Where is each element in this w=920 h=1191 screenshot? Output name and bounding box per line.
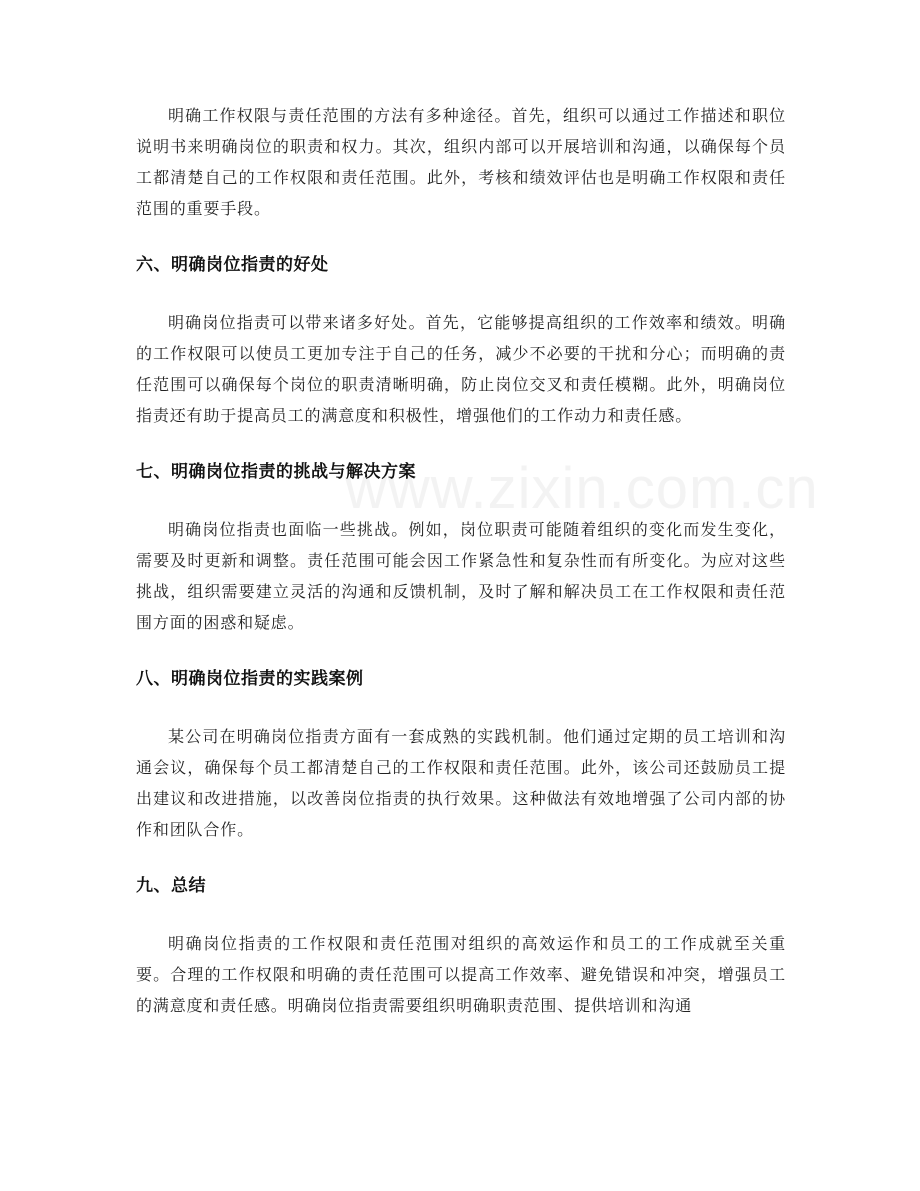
section-heading-7: 七、明确岗位指责的挑战与解决方案 [136, 462, 416, 482]
section-paragraph-9: 明确岗位指责的工作权限和责任范围对组织的高效运作和员工的工作成就至关重要。合理的工作权限和明确的责任范围可以提高工作效率、避免错误和冲突，增强员工的满意度和责任感。明确岗位指责需要组织明确职责范围、提供培训和沟通 [136, 934, 786, 1015]
section-heading-9: 九、总结 [136, 876, 206, 896]
section-paragraph-7: 明确岗位指责也面临一些挑战。例如，岗位职责可能随着组织的变化而发生变化，需要及时更新和调整。责任范围可能会因工作紧急性和复杂性而有所变化。为应对这些挑战，组织需要建立灵活的沟通和反馈机制，及时了解和解决员工在工作权限和责任范围方面的困惑和疑虑。 [136, 520, 786, 632]
section-paragraph-6: 明确岗位指责可以带来诸多好处。首先，它能够提高组织的工作效率和绩效。明确的工作权限可以使员工更加专注于自己的任务，减少不必要的干扰和分心；而明确的责任范围可以确保每个岗位的职责清晰明确，防止岗位交叉和责任模糊。此外，明确岗位指责还有助于提高员工的满意度和积极性，增强他们的工作动力和责任感。 [136, 313, 786, 425]
section-heading-8: 八、明确岗位指责的实践案例 [136, 669, 364, 689]
section-heading-6: 六、明确岗位指责的好处 [136, 255, 329, 275]
document-body [136, 100, 786, 1021]
section-paragraph-8: 某公司在明确岗位指责方面有一套成熟的实践机制。他们通过定期的员工培训和沟通会议，确保每个员工都清楚自己的工作权限和责任范围。此外，该公司还鼓励员工提出建议和改进措施，以改善岗位指责的执行效果。这种做法有效地增强了公司内部的协作和团队合作。 [136, 727, 786, 839]
watermark: www.zixin.com.cn [345, 456, 819, 521]
intro-paragraph: 明确工作权限与责任范围的方法有多种途径。首先，组织可以通过工作描述和职位说明书来明确岗位的职责和权力。其次，组织内部可以开展培训和沟通，以确保每个员工都清楚自己的工作权限和责任范围。此外，考核和绩效评估也是明确工作权限和责任范围的重要手段。 [136, 106, 786, 218]
